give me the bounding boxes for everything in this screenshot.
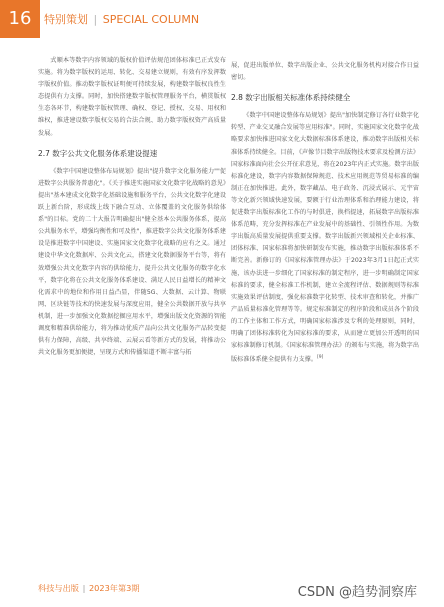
journal-name: 科技与出版 [38,583,79,593]
watermark: CSDN @趋势洞察库 [297,585,417,600]
paragraph: 《数字中国建设整体布局规划》提出"提升数字文化服务能力""促进数字公共服务普惠化"。《关于推进实施国家文化数字化战略的意见》提出"基本建成文化数字化基础设施和服务平台，公共文化数字化建设跃上新台阶，形成线上线下融合互动、立体覆盖的文化服务供给体系"的目标。党的二十大报告明确提出"健全基本公共服务体系，提高公共服务水平，增强均衡性和可及性"，推进数字公共文化服务体系建设是推进数字中国建设、实施国家文化数字化战略的应有之义。通过建设中华文化数据库、公共文化云，搭建文化数据服务平台等，将有效增强公共文化数字内容的供给能力，提升公共文化服务的数字化水平，数字化将在公共文化服务体系建设、满足人民日益增长的精神文化需求中的地位和作用日益凸显，伴随5G、大数据、云计算、物联网、区块链等技术的快速发展与深度应用，健全公共数据开放与共享机制，进一步加强文化数据挖掘应用水平，增强出版文化资源的智能调度和精准供给能力，将为推动优质产品向公共文化服务产品转变提供有力保障，高级、共享终端、云展云看等新方式的发展，将推动公共文化服务更加便捷，呈现方式和传播渠道不断丰富与拓 [38,167,226,357]
page-number: 16 [0,0,40,38]
left-column [38,55,226,359]
section-separator: | [93,13,98,26]
section-heading: 2.7 数字公共文化服务体系建设提速 [38,148,158,158]
paragraph [231,110,419,366]
paragraph-text: 《数字中国建设整体布局规划》提出"加快制定修订各行业数字化转型、产业交叉融合发展等应用标准"。同时，实施国家文化数字化战略要求加快推进国家文化大数据标准体系建设，推动数字出版相关标准体系持续健全。目前，《声像节目数字出版物技术要求及检测方法》国家标准面向社会公开征求意见，将在2023年内正式实施。数字出版标准化建设，数字内容数据保障规范、技术应用规范等贸易标准的编制正在加快推进。此外，数字藏品、电子政务、沉浸式展示、元宇宙等文化新兴领域快速发展，要额于行业治理体系和治理能力建设，将促进数字出版标准化工作的与时俱进，换档提速，拓展数字出版标准体系范畴，充分发挥标准在产业发展中的基础性、引领性作用。为数字出版高质量发展提供重要支撑。数字出版新兴领域相关企业标准、团体标准、国家标准将加快研制发布实施，推动数字出版标准体系不断完善。新修订的《国家标准管理办法》于2023年3月1日起正式实施，该办法进一步细化了国家标准的制定程序，进一步明确制定国家标准的要求，健全标准工作机制，建立全流程评估、数据规则等标准实施效果评估制度，强化标准数字化转型、技术审查和转化，并推广产品质量标准化管理等等。规定标准制定的程序阶段和成员各个阶段的工作主体和工作方式，明确国家标准涉及专利的处理原则，同时，明确了团体标准转化为国家标准的要求，从而建立更加公开透明的国家标准制修订机制。《国家标准管理办法》的颁布与实施，将为数字出版标准体系健全提供有力支撑。 [231,112,419,364]
reference-mark: [9] [316,355,324,361]
page-footer [38,583,140,594]
section-title-en: SPECIAL COLUMN [102,13,200,26]
footer-separator: | [82,583,86,593]
issue-label: 2023年第3期 [88,583,140,593]
paragraph: 式顺本等数字内容领域的版权价值评估规范团体标准已正式发布实施。将为数字版权的运用、转化、交易建立规则，有效有序发挥数字版权价值。推动数字版权证明便可持续发展，构建数字版权良性生态提供有力支撑。同时，加快搭建数字版权管理服务平台，横贯版权生态各环节，构建数字版权管理、确权、登记、授权、交易、用权和维权，推进建设数字版权交易的合法合规、助力数字版权资产高质量发展。 [38,57,226,137]
section-title-cn: 特别策划 [44,13,88,26]
section-heading: 2.8 数字出版相关标准体系持续健全 [231,93,351,103]
right-column [231,60,419,366]
paragraph: 展，促进出版单位、数字出版企业、公共文化服务机构对接合作日益密切。 [231,62,419,82]
page-header [0,0,444,38]
column-title [44,11,199,27]
